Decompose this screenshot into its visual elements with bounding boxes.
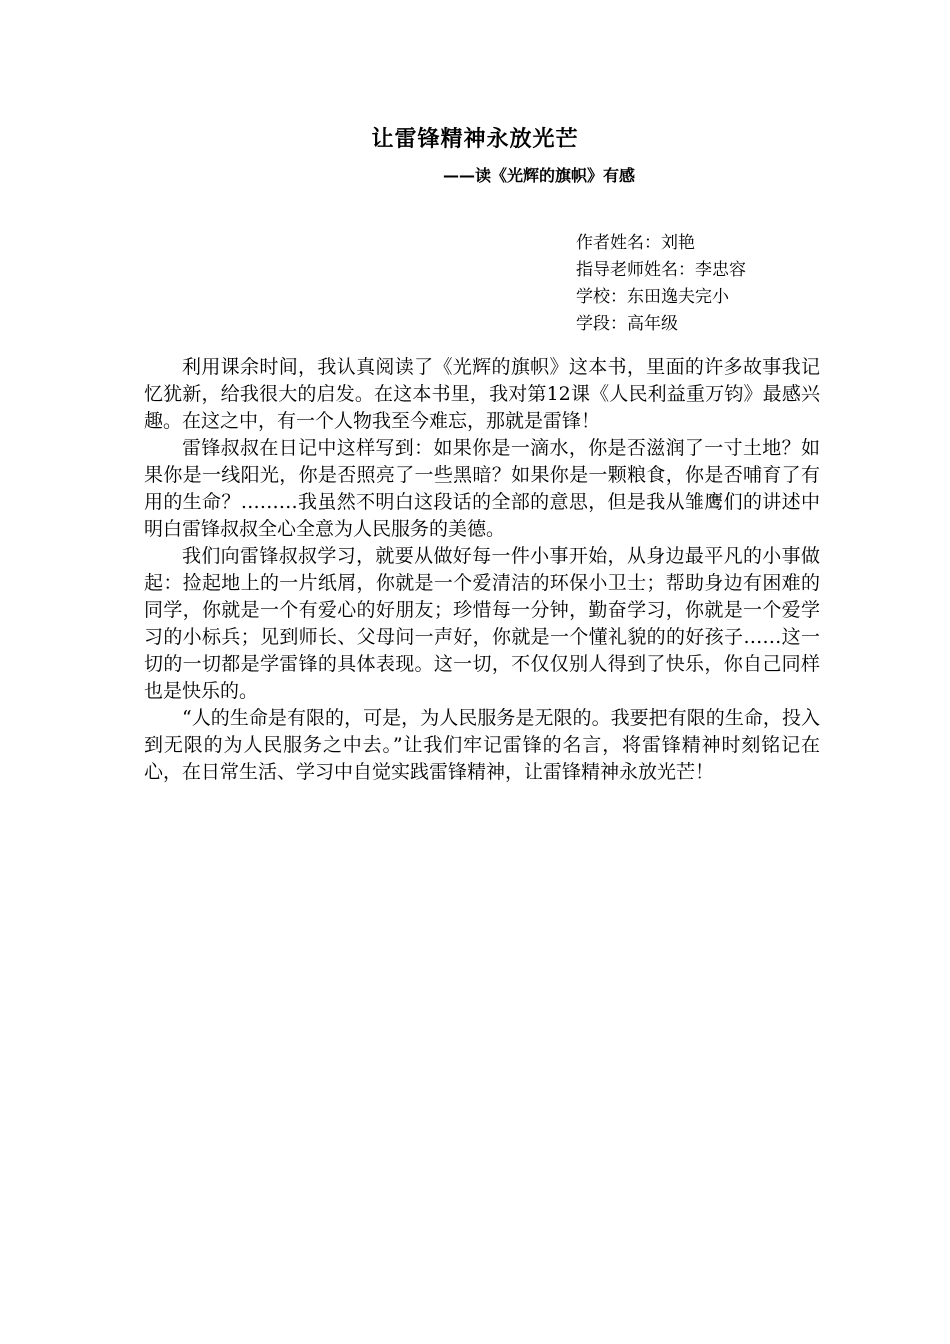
- teacher-name: 指导老师姓名：李忠容: [576, 260, 746, 280]
- grade-level: 学段：高年级: [576, 314, 678, 334]
- paragraph: “人的生命是有限的，可是，为人民服务是无限的。我要把有限的生命，投入到无限的为人民服务之中去。”让我们牢记雷锋的名言，将雷锋精神时刻铭记在心，在日常生活、学习中自觉实践雷锋精神，让雷锋精神永放光芒！: [144, 707, 820, 783]
- essay-body: [144, 354, 820, 786]
- school-name: 学校：东田逸夫完小: [576, 287, 729, 307]
- author-name: 作者姓名：刘艳: [576, 233, 695, 253]
- page-title: 让雷锋精神永放光芒: [371, 127, 579, 152]
- paragraph: 利用课余时间，我认真阅读了《光辉的旗帜》这本书，里面的许多故事我记忆犹新，给我很大的启发。在这本书里，我对第12课《人民利益重万钧》最感兴趣。在这之中，有一个人物我至今难忘，那就是雷锋！: [144, 356, 820, 432]
- author-info: [576, 230, 746, 338]
- paragraph: 雷锋叔叔在日记中这样写到：如果你是一滴水，你是否滋润了一寸土地？如果你是一线阳光，你是否照亮了一些黑暗？如果你是一颗粮食，你是否哺育了有用的生命？………我虽然不明白这段话的全部的意思，但是我从雏鹰们的讲述中明白雷锋叔叔全心全意为人民服务的美德。: [144, 437, 820, 540]
- page-subtitle: ——读《光辉的旗帜》有感: [443, 166, 636, 185]
- paragraph: 我们向雷锋叔叔学习，就要从做好每一件小事开始，从身边最平凡的小事做起：捡起地上的一片纸屑，你就是一个爱清洁的环保小卫士；帮助身边有困难的同学，你就是一个有爱心的好朋友；珍惜每一分钟，勤奋学习，你就是一个爱学习的小标兵；见到师长、父母问一声好，你就是一个懂礼貌的的好孩子……这一切的一切都是学雷锋的具体表现。这一切，不仅仅别人得到了快乐，你自己同样也是快乐的。: [144, 545, 820, 702]
